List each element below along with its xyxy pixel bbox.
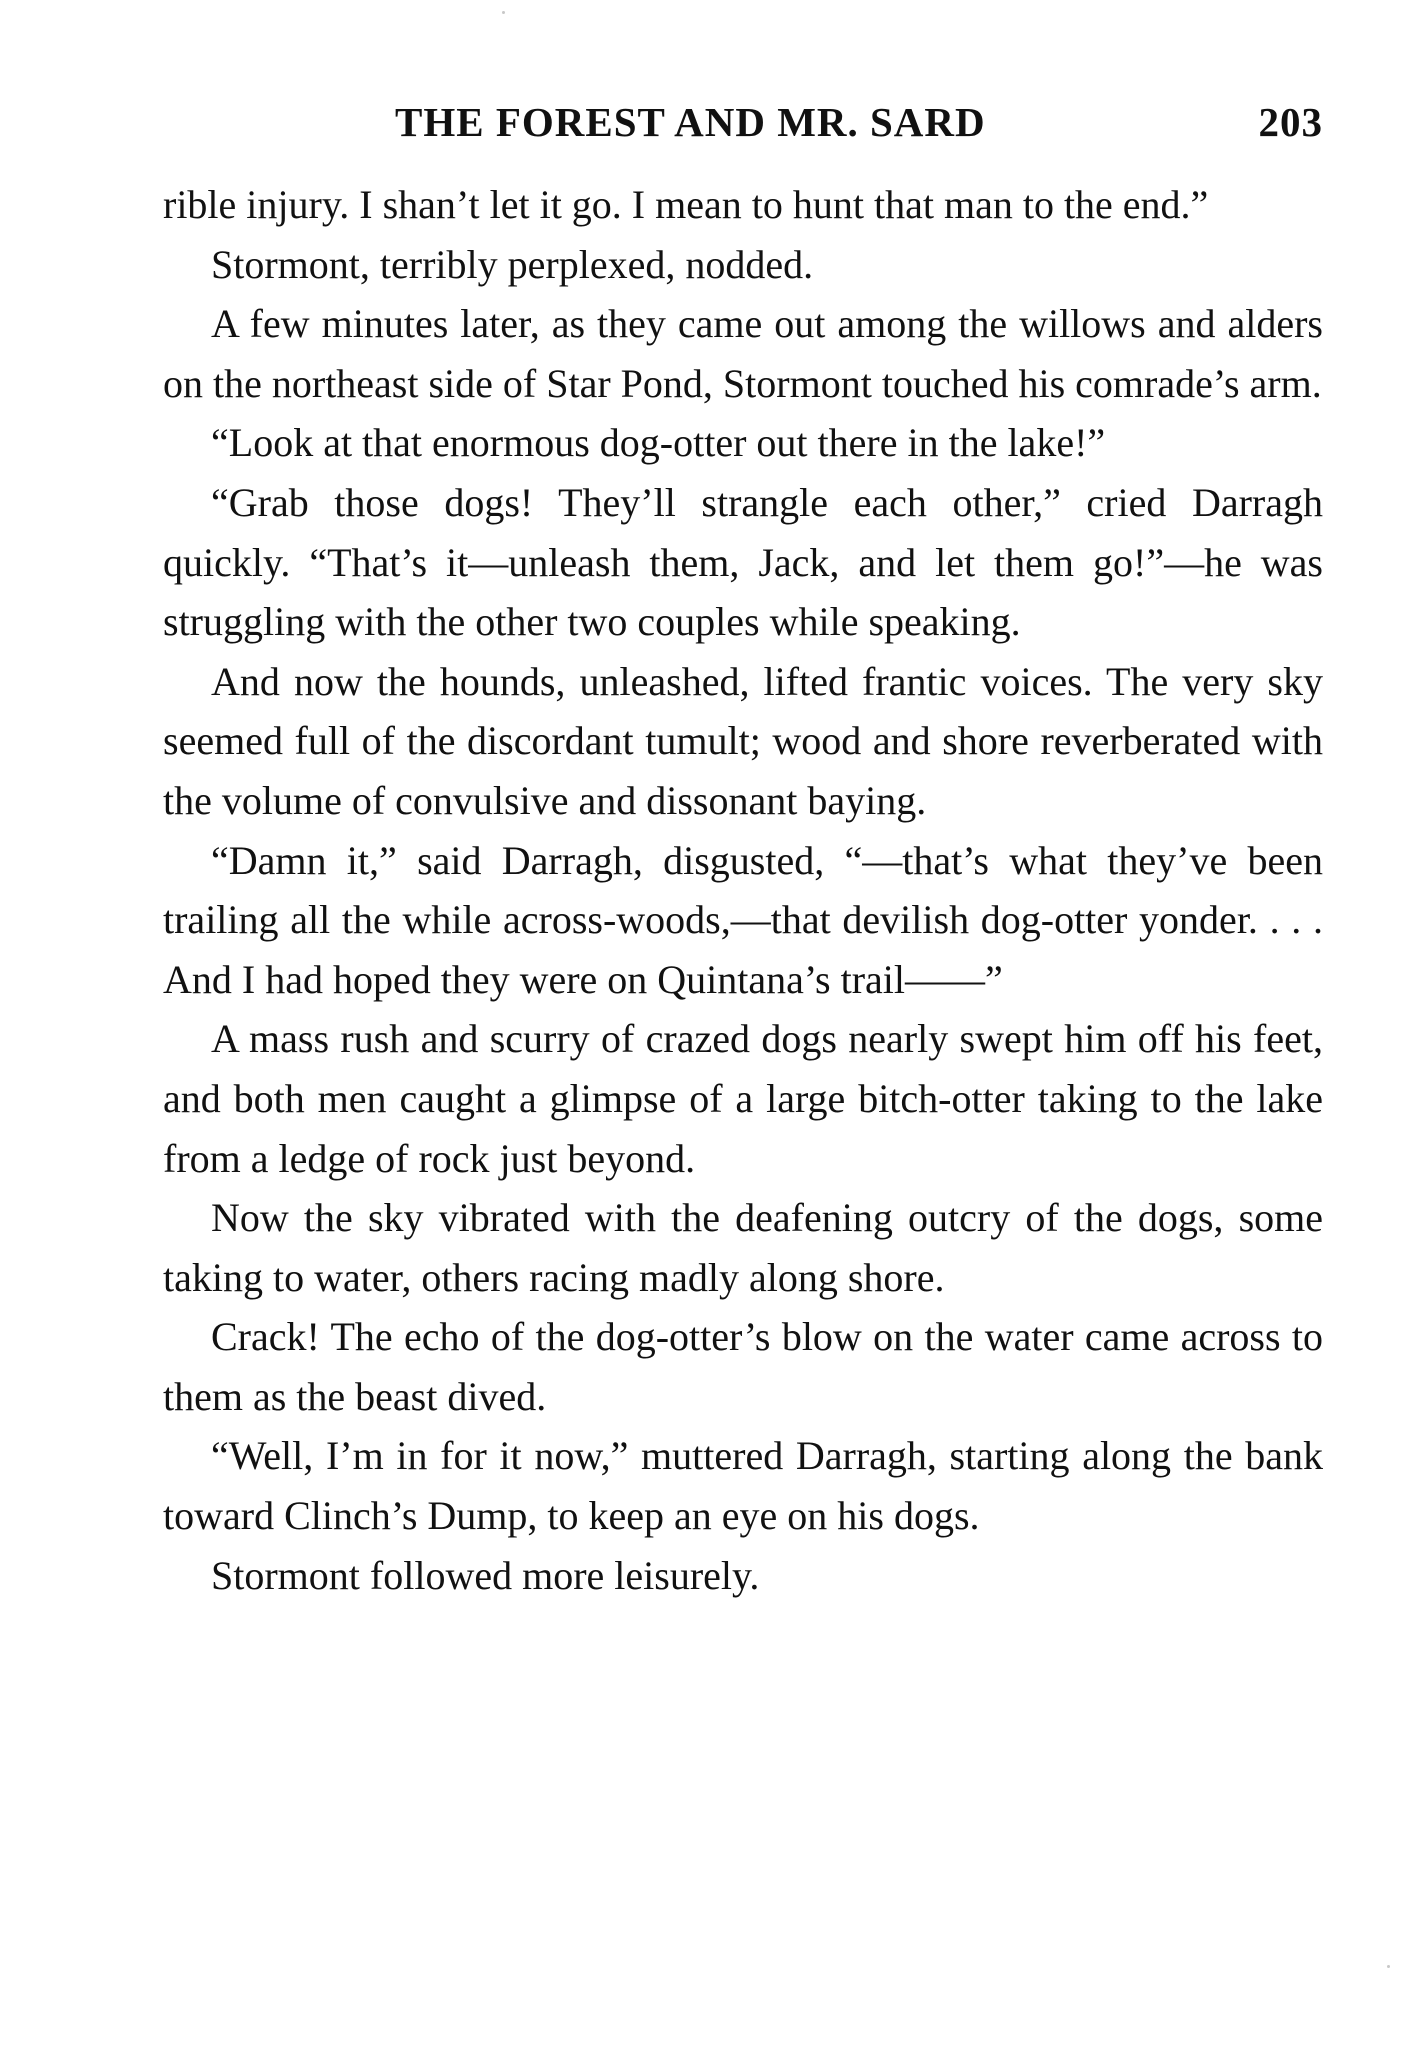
running-head [163, 98, 1323, 154]
paper-speck [1387, 1965, 1390, 1968]
body-text [163, 175, 1323, 1605]
paragraph: Now the sky vibrated with the deafening outcry of the dogs, some taking to water, others racing madly along shore. [163, 1195, 1323, 1300]
page-number: 203 [1258, 99, 1323, 145]
paragraph: Stormont, terribly perplexed, nodded. [211, 241, 814, 287]
paragraph: A few minutes later, as they came out among the willows and alders on the northeast side of Star Pond, Stormont touched his comrade’s arm. [163, 301, 1323, 406]
paragraph: And now the hounds, unleashed, lifted frantic voices. The very sky seemed full of the discordant tumult; wood and shore reverberated with the volume of convulsive and dissonant baying. [163, 658, 1323, 823]
paragraph: “Grab those dogs! They’ll strangle each other,” cried Darragh quickly. “That’s it—unleash them, Jack, and let them go!”—he was struggling with the other two couples while speaking. [163, 479, 1323, 645]
paragraph: “Damn it,” said Darragh, disgusted, “—that’s what they’ve been trailing all the while across-woods,—that devilish dog-otter yonder. . . . And I had hoped they were on Quintana’s trail——” [163, 837, 1323, 1002]
paragraph: “Look at that enormous dog-otter out there in the lake!” [211, 420, 1106, 466]
paragraph: Stormont followed more leisurely. [211, 1552, 760, 1598]
paragraph: “Well, I’m in for it now,” muttered Darragh, starting along the bank toward Clinch’s Dump, to keep an eye on his dogs. [163, 1433, 1323, 1539]
running-title: THE FOREST AND MR. SARD [395, 99, 986, 145]
paper-speck [502, 11, 505, 14]
paragraph: A mass rush and scurry of crazed dogs nearly swept him off his feet, and both men caught a glimpse of a large bitch-otter taking to the lake from a ledge of rock just beyond. [163, 1016, 1323, 1181]
paragraph: Crack! The echo of the dog-otter’s blow on the water came across to them as the beast dived. [163, 1314, 1323, 1419]
paragraph: rible injury. I shan’t let it go. I mean to hunt that man to the end.” [163, 182, 1209, 227]
